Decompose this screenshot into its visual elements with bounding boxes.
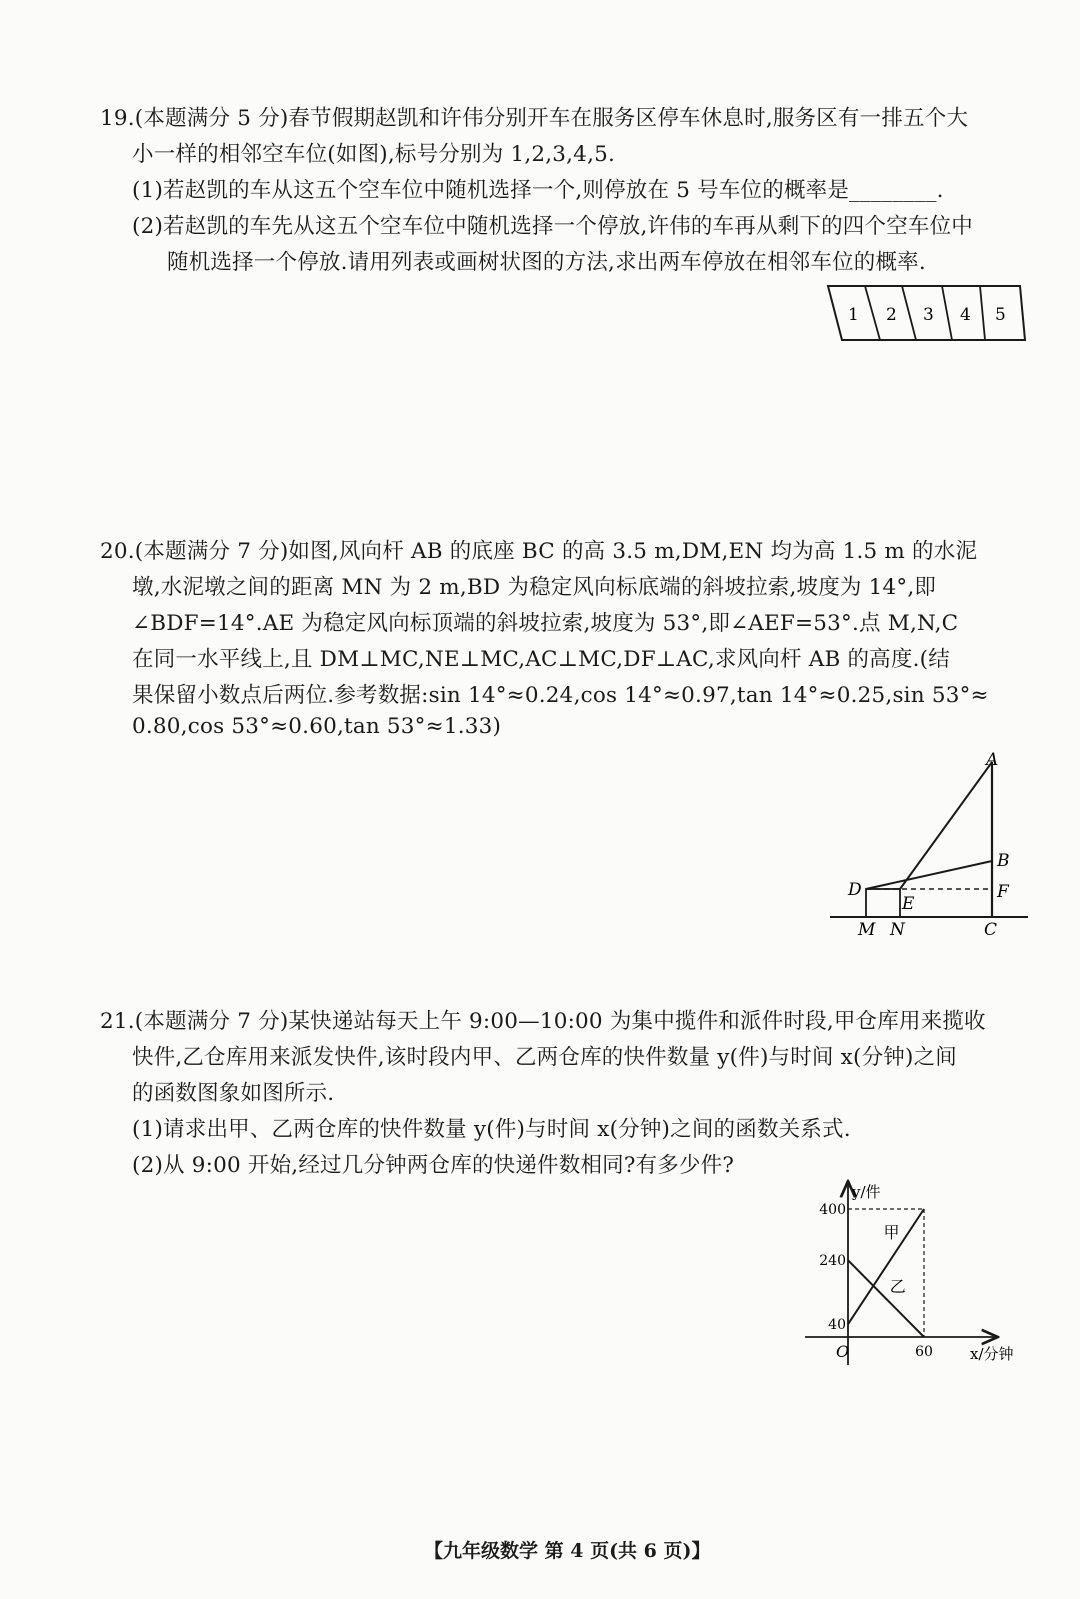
x-tick-label: 60 xyxy=(915,1344,933,1360)
label-n: N xyxy=(890,920,905,940)
slot-divider xyxy=(902,286,916,340)
q21-line-1: 21.(本题满分 7 分)某快递站每天上午 9:00—10:00 为集中揽件和派件时段,甲仓库用来揽收 xyxy=(100,1009,986,1034)
cable-bd xyxy=(866,861,992,889)
q21-part-2: (2)从 9:00 开始,经过几分钟两仓库的快递件数相同?有多少件? xyxy=(132,1153,735,1178)
label-d: D xyxy=(848,880,862,900)
series-label-yi: 乙 xyxy=(889,1277,906,1297)
q20-line-4: 在同一水平线上,且 DM⊥MC,NE⊥MC,AC⊥MC,DF⊥AC,求风向杆 AB 的高度.(结 xyxy=(132,647,950,672)
page-footer: 【九年级数学 第 4 页(共 6 页)】 xyxy=(424,1540,711,1562)
slot-label: 5 xyxy=(995,305,1006,325)
slot-label: 4 xyxy=(960,305,971,325)
q20-line-1: 20.(本题满分 7 分)如图,风向杆 AB 的底座 BC 的高 3.5 m,DM,EN 均为高 1.5 m 的水泥 xyxy=(100,539,978,564)
label-f: F xyxy=(997,882,1009,902)
cable-ae xyxy=(900,762,992,889)
y-axis-label: y/件 xyxy=(852,1183,881,1201)
q19-line-2: 小一样的相邻空车位(如图),标号分别为 1,2,3,4,5. xyxy=(132,142,616,167)
q20-line-2: 墩,水泥墩之间的距离 MN 为 2 m,BD 为稳定风向标底端的斜坡拉索,坡度为 14°,即 xyxy=(132,575,937,600)
series-label-jia: 甲 xyxy=(883,1222,900,1242)
q19-part-2-line-2: 随机选择一个停放.请用列表或画树状图的方法,求出两车停放在相邻车位的概率. xyxy=(167,250,926,275)
slot-label: 2 xyxy=(886,305,897,325)
q19-part-1: (1)若赵凯的车从这五个空车位中随机选择一个,则停放在 5 号车位的概率是________. xyxy=(132,178,944,203)
label-a: A xyxy=(986,750,999,770)
q20-line-3: ∠BDF=14°.AE 为稳定风向标顶端的斜坡拉索,坡度为 53°,即∠AEF=53°.点 M,N,C xyxy=(132,611,959,636)
series-line-yi xyxy=(848,1260,924,1337)
slot-divider xyxy=(942,286,952,340)
q20-line-6: 0.80,cos 53°≈0.60,tan 53°≈1.33) xyxy=(132,714,502,739)
label-e: E xyxy=(902,894,915,914)
slot-label: 3 xyxy=(923,305,934,325)
x-axis-label: x/分钟 xyxy=(970,1345,1014,1363)
origin-label: O xyxy=(836,1342,850,1361)
label-m: M xyxy=(858,920,876,940)
q19-line-1: 19.(本题满分 5 分)春节假期赵凯和许伟分别开车在服务区停车休息时,服务区有一排五个大 xyxy=(100,106,969,131)
slot-label: 1 xyxy=(848,305,859,325)
parking-slots-figure xyxy=(820,280,1030,350)
y-tick-label: 40 xyxy=(828,1317,846,1334)
q21-line-2: 快件,乙仓库用来派发快件,该时段内甲、乙两仓库的快件数量 y(件)与时间 x(分钟)之间 xyxy=(132,1045,957,1070)
label-c: C xyxy=(984,920,998,940)
slot-divider xyxy=(980,286,985,340)
q20-line-5: 果保留小数点后两位.参考数据:sin 14°≈0.24,cos 14°≈0.97,tan 14°≈0.25,sin 53°≈ xyxy=(132,683,989,708)
wind-pole-figure xyxy=(820,745,1040,950)
q21-function-graph xyxy=(800,1175,1035,1375)
concrete-piers xyxy=(866,889,900,917)
q19-part-2-line-1: (2)若赵凯的车先从这五个空车位中随机选择一个停放,许伟的车再从剩下的四个空车位中 xyxy=(132,214,973,239)
slot-divider xyxy=(865,286,880,340)
y-tick-label: 400 xyxy=(819,1202,846,1218)
q21-part-1: (1)请求出甲、乙两仓库的快件数量 y(件)与时间 x(分钟)之间的函数关系式. xyxy=(132,1117,851,1142)
label-b: B xyxy=(997,851,1010,871)
q21-line-3: 的函数图象如图所示. xyxy=(132,1081,335,1106)
y-tick-label: 240 xyxy=(819,1253,846,1270)
